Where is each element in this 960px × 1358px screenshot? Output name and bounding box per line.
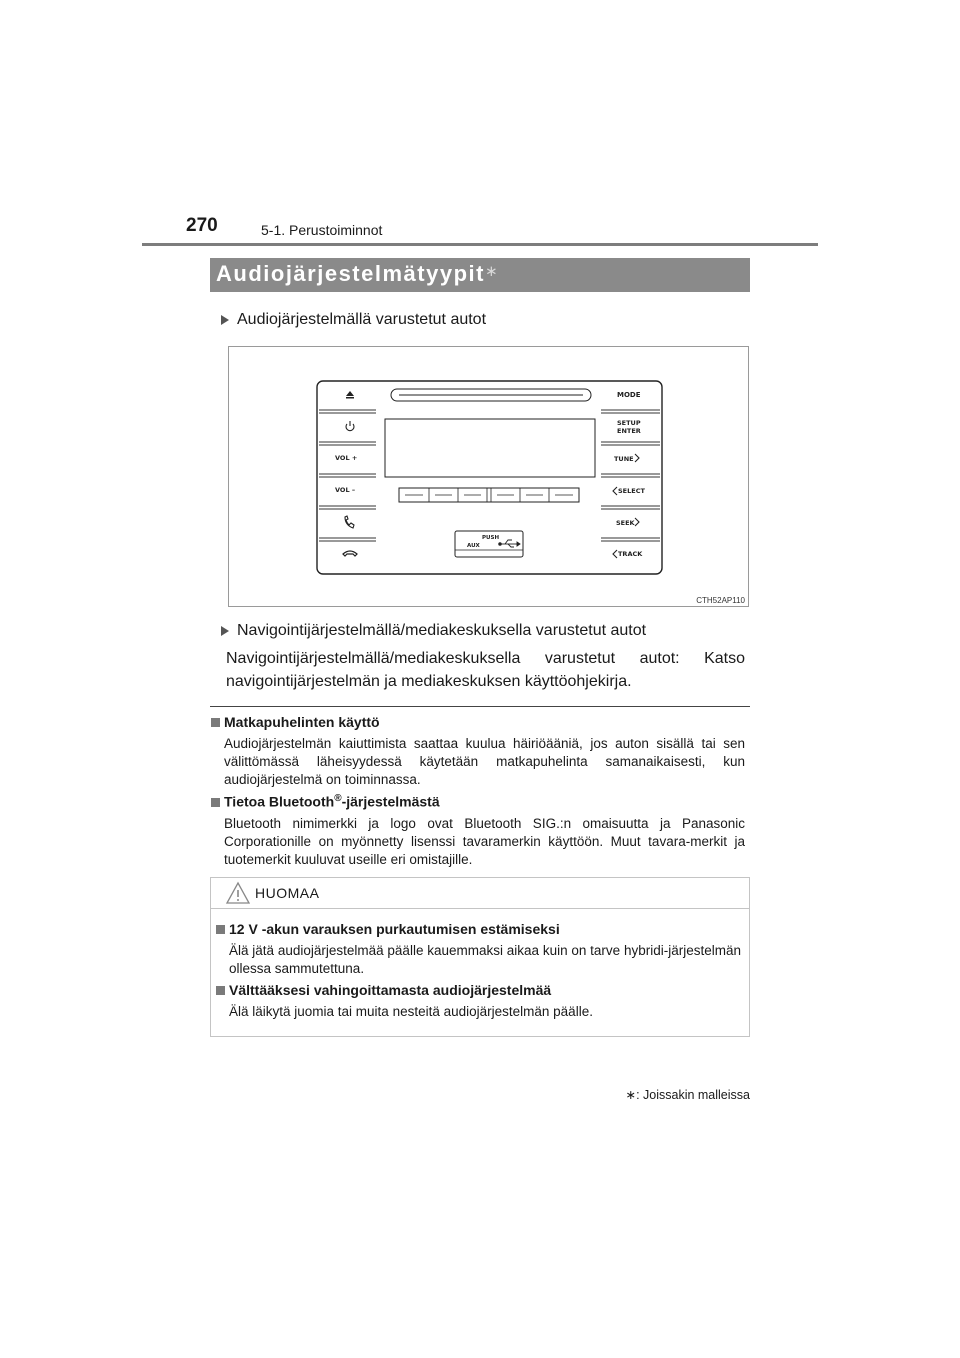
info-heading-text: Matkapuhelinten käyttö — [224, 714, 380, 730]
variant-label: Navigointijärjestelmällä/mediakeskuksella varustetut autot — [237, 622, 647, 639]
asterisk-icon: ∗ — [625, 1088, 637, 1102]
section-divider — [210, 706, 750, 707]
info-body-bluetooth: Bluetooth nimimerkki ja logo ovat Bluetooth SIG.:n omaisuutta ja Panasonic Corporationille on myönnetty lisenssi tavaramerkin käyttöön. Muut tavara-merkit ja tuotemerkit kuuluvat useille eri omistajille. — [224, 816, 745, 867]
audio-unit-figure — [228, 346, 749, 607]
vol-up-label: VOL + — [335, 454, 358, 462]
notice-body-battery: Älä jätä audiojärjestelmää päälle kauemmaksi aikaa kuin on tarve hybridi-järjestelmän ollessa sammutettuna. — [229, 943, 741, 976]
track-label: TRACK — [618, 550, 643, 558]
vol-down-label: VOL – — [335, 486, 356, 494]
mode-label: MODE — [617, 391, 641, 399]
info-heading-suffix: -järjestelmästä — [341, 793, 440, 810]
notice-body-damage: Älä läikytä juomia tai muita nesteitä audiojärjestelmän päälle. — [229, 1004, 593, 1019]
info-body-phones: Audiojärjestelmän kaiuttimista saattaa kuulua häiriöääniä, jos auton sisällä tai sen välittömässä läheisyydessä käytetään matkapuhelinta samanaikaisesti, kun audiojärjestelmä on toiminnassa. — [224, 736, 745, 787]
enter-label: ENTER — [617, 427, 641, 435]
footnote-text: : Joissakin malleissa — [636, 1088, 750, 1102]
info-heading-text: Tietoa Bluetooth — [224, 793, 335, 810]
aux-label: AUX — [467, 543, 480, 549]
navigation-paragraph: Navigointijärjestelmällä/mediakeskuksella varustetut autot: Katso navigointijärjestelmän ja mediakeskuksen käyttöohjekirja. — [226, 650, 745, 690]
notice-heading-battery — [216, 921, 560, 937]
footnote — [626, 1087, 750, 1102]
notice-title: HUOMAA — [255, 885, 320, 901]
select-label: SELECT — [618, 487, 645, 495]
page-number: 270 — [186, 215, 218, 236]
section-title-bar — [210, 258, 750, 292]
square-bullet-icon — [211, 718, 220, 727]
square-bullet-icon — [216, 925, 225, 934]
notice-heading-damage — [216, 982, 551, 998]
variant-label: Audiojärjestelmällä varustetut autot — [237, 311, 487, 328]
triangle-bullet-icon — [221, 315, 229, 325]
variant-heading-audio — [221, 311, 486, 329]
square-bullet-icon — [216, 986, 225, 995]
asterisk-icon: ∗ — [484, 263, 500, 280]
triangle-bullet-icon — [221, 626, 229, 636]
audio-unit-illustration — [229, 347, 748, 606]
variant-heading-navigation — [221, 622, 646, 640]
section-title-text: Audiojärjestelmätyypit — [216, 261, 485, 286]
square-bullet-icon — [211, 798, 220, 807]
section-reference: 5-1. Perustoiminnot — [261, 222, 383, 238]
notice-header — [211, 878, 749, 909]
setup-label: SETUP — [617, 419, 641, 427]
notice-box — [210, 877, 750, 1037]
warning-icon — [225, 881, 251, 905]
info-heading-bluetooth — [211, 793, 440, 810]
section-title — [216, 261, 500, 287]
info-heading-phones — [211, 714, 380, 730]
notice-heading-text: Välttääksesi vahingoittamasta audiojärjestelmää — [229, 982, 552, 998]
header-rule — [142, 243, 818, 246]
figure-code: CTH52AP110 — [696, 596, 745, 605]
push-label: PUSH — [482, 535, 500, 541]
notice-heading-text: 12 V -akun varauksen purkautumisen estämiseksi — [229, 921, 560, 937]
registered-mark: ® — [334, 793, 342, 804]
tune-label: TUNE — [614, 455, 634, 463]
seek-label: SEEK — [616, 519, 635, 527]
